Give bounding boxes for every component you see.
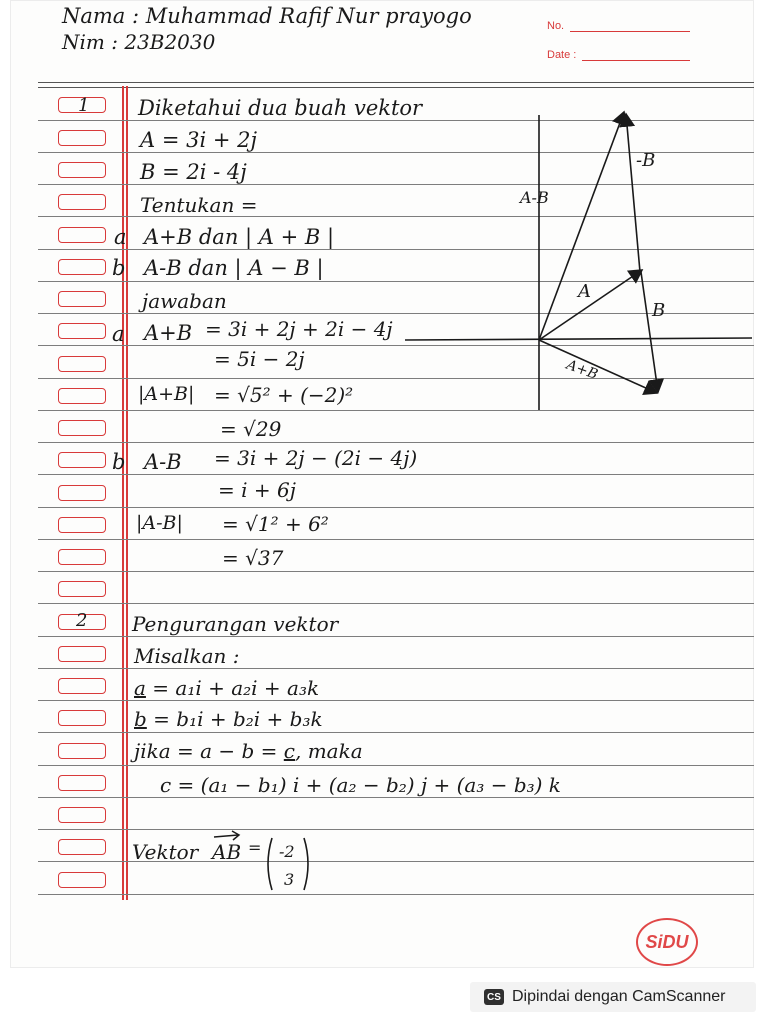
- task-label: Tentukan =: [140, 193, 258, 217]
- answer-a-mag-line1: = √5² + (−2)²: [214, 383, 354, 407]
- part-b-letter: b: [112, 256, 126, 280]
- answer-b-line2: = i + 6j: [218, 478, 296, 502]
- date-label: Date :: [547, 49, 577, 61]
- vector-a-formula: = a₁i + a₂i + a₃k: [145, 676, 320, 700]
- vector-b-components: [134, 707, 323, 731]
- vektor-equals: =: [248, 838, 262, 857]
- jika-prefix: jika = a − b =: [134, 739, 284, 763]
- answer-a-letter: a: [112, 322, 125, 346]
- jika-line: [134, 739, 363, 763]
- column-vector-top: -2: [279, 842, 295, 861]
- jika-c: c: [283, 739, 295, 763]
- student-nim: Nim : 23B2030: [62, 30, 216, 54]
- answer-b-letter: b: [112, 450, 126, 474]
- answer-label: jawaban: [142, 289, 227, 313]
- student-name: Nama : Muhammad Rafif Nur prayogo: [62, 4, 472, 28]
- jika-suffix: , maka: [295, 739, 363, 763]
- vektor-label: Vektor: [132, 840, 199, 864]
- sidu-logo-stamp: SiDU: [636, 918, 698, 966]
- vector-a-components: [134, 676, 319, 700]
- vector-b-name: b: [134, 707, 147, 731]
- answer-a-mag-line2: = √29: [220, 417, 282, 441]
- camscanner-icon: CS: [484, 989, 504, 1005]
- camscanner-footer: [470, 982, 756, 1012]
- camscanner-text: Dipindai dengan CamScanner: [512, 988, 726, 1005]
- answer-b-mag-line1: = √1² + 6²: [222, 512, 329, 536]
- answer-b-mag-lhs: |A-B|: [136, 512, 183, 534]
- part-b-task: A-B dan | A − B |: [144, 256, 324, 280]
- vector-a-name: a: [134, 676, 146, 700]
- diagram-label-a-minus-b: A-B: [520, 188, 549, 207]
- vector-b-def: B = 2i - 4j: [140, 160, 247, 184]
- part-a-letter: a: [114, 225, 127, 249]
- vector-b-formula: = b₁i + b₂i + b₃k: [146, 707, 323, 731]
- vektor-name: AB: [212, 840, 242, 864]
- answer-b-line1: = 3i + 2j − (2i − 4j): [214, 446, 418, 470]
- answer-a-mag-lhs: |A+B|: [138, 383, 195, 405]
- part-a-task: A+B dan | A + B |: [144, 225, 335, 249]
- x-axis: [405, 338, 752, 340]
- vector-neg-b-arrow: [626, 114, 640, 272]
- vector-b-arrow: [641, 272, 658, 392]
- diagram-label-a-plus-b: A+B: [564, 356, 600, 384]
- c-formula: c = (a₁ − b₁) i + (a₂ − b₂) j + (a₃ − b₃) k: [160, 773, 561, 797]
- answer-b-mag-line2: = √37: [222, 546, 284, 570]
- answer-a-line1: = 3i + 2j + 2i − 4j: [205, 317, 393, 341]
- no-label: No.: [547, 20, 565, 32]
- column-vector-bottom: 3: [284, 870, 295, 889]
- diagram-label-neg-b: -B: [636, 150, 656, 171]
- vektor-arrow-icon: [212, 830, 242, 842]
- problem-2-number: 2: [76, 610, 88, 631]
- diagram-label-a: A: [578, 281, 591, 302]
- vector-a-minus-b-arrow: [539, 112, 624, 340]
- misalkan-label: Misalkan :: [134, 644, 240, 668]
- problem-1-intro: Diketahui dua buah vektor: [138, 96, 423, 120]
- answer-a-lhs: A+B: [144, 321, 193, 345]
- answer-b-lhs: A-B: [144, 450, 182, 474]
- answer-a-line2: = 5i − 2j: [214, 347, 305, 371]
- problem-2-title: Pengurangan vektor: [132, 612, 339, 636]
- diagram-label-b: B: [652, 300, 666, 321]
- vector-a-def: A = 3i + 2j: [140, 128, 258, 152]
- problem-1-number: 1: [78, 95, 90, 116]
